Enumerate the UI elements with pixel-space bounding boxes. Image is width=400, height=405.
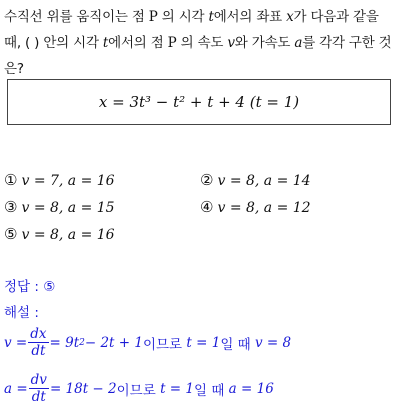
velocity-result: v = 8 [254,334,292,351]
derivative-expression: = 9t [49,334,80,351]
option-3[interactable] [4,197,115,218]
condition-suffix: 일 때 [193,382,225,399]
option-number: ② [200,171,214,189]
question-part: 수직선 위를 움직이는 점 [4,9,149,25]
question-part: 가 다음과 같을 때, ( ) 안의 시각 [4,9,379,51]
option-text: v = 7, a = 16 [21,173,115,189]
acceleration-lhs: a = [4,380,28,397]
option-number: ① [4,171,18,189]
var-t: t [102,35,109,51]
question-part: 의 속도 [176,35,228,51]
option-text: v = 8, a = 12 [217,200,311,216]
var-x: x [286,9,294,25]
condition: t = 1 [160,380,194,397]
derivative-fraction [28,326,48,359]
solution-line-velocity [4,326,291,359]
explanation-label: 해설 : [4,305,39,321]
fraction-numerator: dx [30,326,47,342]
question-part: 의 시각 [157,9,209,25]
solution-line-acceleration [4,372,274,405]
option-text: v = 8, a = 16 [21,227,115,243]
option-5[interactable] [4,224,115,245]
option-2[interactable] [200,170,311,191]
fraction-numerator: dv [30,372,47,388]
point-label: P [167,35,177,51]
question-part: 와 가속도 [234,35,295,51]
formula-box [7,79,391,125]
question-part: 를 각각 구한 것은? [4,35,392,77]
option-text: v = 8, a = 15 [21,200,115,216]
option-number: ③ [4,198,18,216]
exponent: 2 [79,337,85,348]
derivative-expression: = 18t − 2 [49,380,117,397]
option-number: ⑤ [4,225,18,243]
position-formula: x = 3t³ − t² + t + 4 (t = 1) [98,93,300,111]
velocity-lhs: v = [4,334,28,351]
condition-suffix: 일 때 [220,336,251,353]
option-text: v = 8, a = 14 [217,173,311,189]
question-part: 에서의 좌표 [213,9,287,25]
acceleration-result: a = 16 [228,380,274,397]
derivative-expression-rest: − 2t + 1 [84,334,143,351]
var-a: a [294,35,303,51]
question-text [4,4,398,82]
option-4[interactable] [200,197,311,218]
var-t: t [208,9,214,25]
derivative-fraction [29,372,49,405]
fraction-denominator: dt [31,389,46,405]
question-part: 에서의 점 [108,35,168,51]
point-label: P [148,9,158,25]
option-1[interactable] [4,170,115,191]
connector-text: 이므로 [116,382,156,399]
connector-text: 이므로 [142,336,183,353]
answer-label: 정답 : ⑤ [4,279,56,295]
var-v: v [227,35,235,51]
option-number: ④ [200,198,214,216]
fraction-denominator: dt [31,343,46,359]
condition: t = 1 [186,334,221,351]
